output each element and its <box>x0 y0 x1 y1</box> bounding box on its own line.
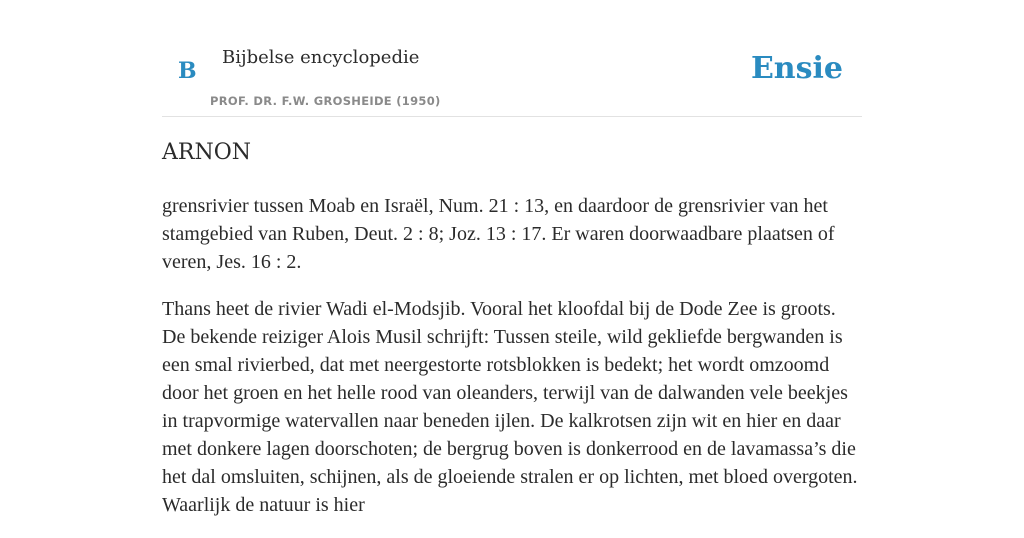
book-logo-icon[interactable]: B <box>178 58 197 84</box>
entry-paragraph: grensrivier tussen Moab en Israël, Num. 21 : 13, en daardoor de grensrivier van het stamgebied van Ruben, Deut. 2 : 8; Joz. 13 : 17. Er waren doorwaadbare plaatsen of veren, Jes. 16 : 2. <box>162 195 835 273</box>
entry-content <box>162 192 862 538</box>
brand-logo-link[interactable]: Ensie <box>750 51 843 86</box>
page-container <box>162 0 862 516</box>
entry-title: ARNON <box>162 140 251 165</box>
header <box>162 0 862 117</box>
entry-paragraph: Thans heet de rivier Wadi el-Modsjib. Vooral het kloofdal bij de Dode Zee is groots. De bekende reiziger Alois Musil schrijft: Tussen steile, wild gekliefde bergwanden is een smal rivierbed, dat met neergestorte rotsblokken is bedekt; het wordt omzoomd door het groen en het helle rood van oleanders, terwijl van de dalwanden vele beekjes in trapvormige watervallen naar beneden ijlen. De kalkrotsen zijn wit en hier en daar met donkere lagen doorschoten; de bergrug boven is donkerrood en de lavamassa’s die het dal omsluiten, schijnen, als de gloeiende stralen er op lichten, met bloed overgoten. Waarlijk de natuur is hier <box>162 298 858 516</box>
author-label: PROF. DR. F.W. GROSHEIDE (1950) <box>210 94 441 108</box>
book-title-link[interactable]: Bijbelse encyclopedie <box>222 47 420 68</box>
